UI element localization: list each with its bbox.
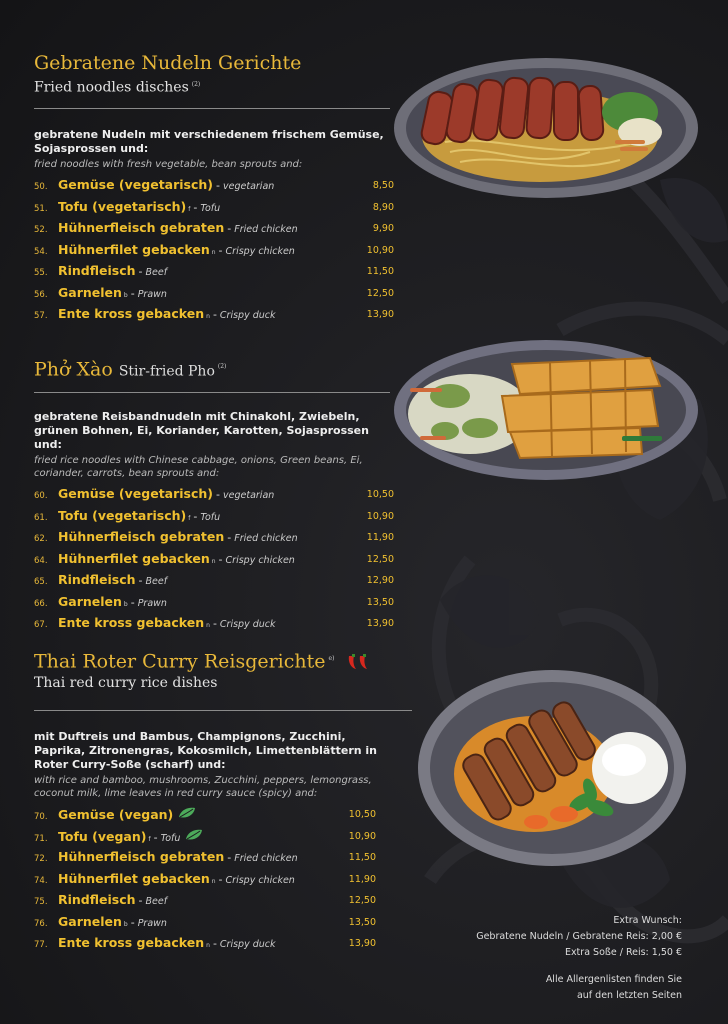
leaf-icon [177, 806, 197, 819]
item-number: 67. [34, 620, 48, 630]
item-price: 12,50 [366, 553, 394, 565]
allergen-mark: n [211, 248, 216, 256]
item-number: 74. [34, 875, 48, 886]
item-dash: - [130, 915, 135, 929]
section-title [34, 52, 394, 74]
item-price: 11,50 [366, 266, 394, 277]
section-fried-noodles [34, 52, 394, 97]
allergy-line: auf den letzten Seiten [576, 990, 682, 1001]
item-name: Tofu (vegetarisch) [58, 507, 187, 523]
item-price: 10,90 [348, 830, 376, 842]
menu-item[interactable] [34, 572, 394, 594]
item-dash: - [227, 531, 232, 544]
item-english: Crispy duck [219, 310, 276, 321]
menu-item[interactable] [34, 551, 394, 573]
item-dash: - [138, 265, 143, 278]
section-title [34, 648, 414, 672]
item-number: 75. [34, 897, 48, 907]
item-number: 62. [34, 534, 48, 544]
item-dash: - [212, 937, 217, 950]
item-price: 12,90 [366, 575, 394, 586]
description-german: gebratene Reisbandnudeln mit Chinakohl, Zwiebeln, grünen Bohnen, Ei, Koriander, Karotten, Sojasprossen und: [34, 410, 369, 451]
item-english: Prawn [137, 917, 167, 929]
food-plate-pho [390, 336, 702, 484]
item-dash: - [227, 222, 232, 235]
menu-item[interactable] [34, 306, 394, 328]
item-dash: - [218, 243, 223, 257]
section-subtitle: Thai red curry rice dishes [34, 675, 218, 692]
allergen-mark: n [206, 313, 210, 320]
item-number: 57. [34, 311, 48, 321]
menu-item[interactable] [34, 892, 376, 914]
item-dash: - [138, 574, 143, 587]
item-name: Garnelen [58, 913, 122, 929]
menu-item[interactable] [34, 242, 394, 264]
title-text: Thai Roter Curry Reisgerichte [34, 650, 326, 673]
item-price: 8,50 [372, 180, 394, 191]
item-number: 52. [34, 225, 48, 235]
description-english: fried noodles with fresh vegetable, bean sprouts and: [34, 159, 303, 170]
item-dash: - [212, 308, 217, 321]
item-english: Prawn [137, 597, 167, 609]
item-name: Gemüse (vegetarisch) [58, 177, 214, 192]
section-thai-curry-body [34, 730, 384, 957]
item-price: 12,50 [348, 895, 376, 906]
item-dash: - [218, 872, 223, 886]
section-title [34, 356, 394, 382]
item-number: 50. [34, 182, 48, 192]
item-price: 10,90 [366, 244, 394, 256]
subtitle-text: Fried noodles disches [34, 79, 189, 96]
divider [34, 710, 412, 711]
menu-item-list [34, 177, 394, 328]
extra-noodles-rice: Gebratene Nudeln / Gebratene Reis: 2,00 € [476, 931, 682, 942]
divider [34, 392, 390, 393]
item-english: vegetarian [223, 181, 275, 192]
menu-item[interactable] [34, 508, 394, 530]
item-dash: - [130, 286, 135, 300]
allergen-mark: f [188, 205, 191, 213]
item-english: Crispy duck [219, 619, 276, 630]
item-price: 11,90 [348, 873, 376, 885]
allergen-mark: n [211, 557, 216, 565]
item-name: Garnelen [58, 593, 122, 609]
description-english: with rice and bamboo, mushrooms, Zucchini, peppers, lemongrass, coconut milk, lime leaves in red curry sauce (spicy) and: [34, 775, 372, 799]
food-plate-noodles [390, 52, 702, 202]
item-english: Crispy chicken [225, 874, 295, 886]
allergen-note: (2) [217, 363, 227, 370]
title-text: Phở Xào [34, 358, 113, 381]
item-number: 77. [34, 940, 48, 950]
item-number: 61. [34, 512, 48, 523]
item-name: Rindfleisch [58, 892, 136, 907]
allergy-line: Alle Allergenlisten finden Sie [545, 974, 682, 985]
section-fried-noodles-body [34, 128, 394, 328]
item-price: 13,90 [366, 309, 394, 320]
item-english: Beef [145, 896, 168, 907]
allergen-note: (2) [191, 81, 201, 88]
item-price: 11,90 [366, 532, 394, 543]
menu-item[interactable] [34, 594, 394, 616]
item-english: Tofu [200, 511, 221, 523]
item-price: 8,90 [372, 201, 394, 213]
chili-icon [346, 653, 372, 671]
item-price: 9,90 [372, 223, 394, 234]
item-number: 64. [34, 555, 48, 566]
item-name: Hühnerfilet gebacken [58, 870, 210, 886]
item-name: Ente kross gebacken [58, 935, 205, 950]
menu-item[interactable] [34, 914, 376, 936]
extra-wishes [476, 913, 682, 961]
menu-item-list [34, 486, 394, 637]
item-dash: - [130, 595, 135, 609]
item-dash: - [216, 488, 221, 501]
item-name: Hühnerfilet gebacken [58, 241, 210, 257]
item-english: Crispy chicken [225, 554, 295, 566]
menu-item[interactable] [34, 529, 394, 551]
item-english: Beef [145, 267, 168, 278]
allergen-mark: b [123, 920, 128, 928]
item-name: Hühnerfleisch gebraten [58, 220, 225, 235]
item-name: Hühnerfilet gebacken [58, 550, 210, 566]
item-dash: - [138, 894, 143, 907]
title-english: Stir-fried Pho [118, 363, 215, 380]
item-english: Prawn [137, 288, 167, 300]
leaf-icon [184, 828, 204, 841]
item-number: 60. [34, 491, 48, 501]
item-name: Ente kross gebacken [58, 306, 205, 321]
item-price: 11,50 [348, 852, 376, 863]
title-text: Gebratene Nudeln Gerichte [34, 52, 302, 74]
menu-item[interactable] [34, 871, 376, 893]
item-name: Rindfleisch [58, 263, 136, 278]
menu-item[interactable] [34, 828, 376, 850]
extra-heading: Extra Wunsch: [613, 915, 682, 926]
description-english: fried rice noodles with Chinese cabbage, onions, Green beans, Ei, coriander, carrots, bean sprouts and: [34, 455, 363, 479]
allergen-mark: b [123, 291, 128, 299]
item-english: vegetarian [223, 490, 275, 501]
item-price: 12,50 [366, 287, 394, 299]
item-dash: - [218, 552, 223, 566]
item-name: Ente kross gebacken [58, 615, 205, 630]
item-number: 72. [34, 854, 48, 864]
item-dash: - [153, 830, 158, 844]
menu-item[interactable] [34, 615, 394, 637]
description-german: mit Duftreis und Bambus, Champignons, Zucchini, Paprika, Zitronengras, Kokosmilch, Limettenblättern in Roter Curry-Soße (scharf) und: [34, 730, 378, 771]
menu-item[interactable] [34, 263, 394, 285]
item-name: Tofu (vegetarisch) [58, 198, 187, 214]
item-number: 56. [34, 289, 48, 300]
item-number: 70. [34, 812, 48, 822]
item-name: Tofu (vegan) [58, 828, 147, 844]
item-english: Fried chicken [234, 224, 298, 235]
menu-item[interactable] [34, 199, 394, 221]
allergen-mark: f [188, 514, 191, 522]
divider [34, 108, 390, 109]
menu-item[interactable] [34, 285, 394, 307]
section-pho-xao [34, 356, 394, 382]
food-plate-curry [414, 666, 690, 870]
menu-item[interactable] [34, 935, 376, 957]
item-price: 13,90 [366, 618, 394, 629]
item-name: Gemüse (vegetarisch) [58, 486, 214, 501]
item-english: Fried chicken [234, 533, 298, 544]
item-english: Crispy duck [219, 939, 276, 950]
item-number: 51. [34, 203, 48, 214]
item-price: 13,90 [348, 938, 376, 949]
item-english: Tofu [200, 202, 221, 214]
item-price: 10,90 [366, 510, 394, 522]
menu-item[interactable] [34, 486, 394, 508]
item-price: 13,50 [366, 596, 394, 608]
item-number: 55. [34, 268, 48, 278]
item-english: Beef [145, 576, 168, 587]
item-number: 66. [34, 598, 48, 609]
item-name: Hühnerfleisch gebraten [58, 529, 225, 544]
allergen-mark: n [206, 942, 210, 949]
section-pho-xao-body [34, 410, 394, 637]
allergen-mark: n [206, 622, 210, 629]
allergen-mark: f [148, 835, 151, 843]
item-dash: - [227, 851, 232, 864]
allergy-note [546, 972, 682, 1004]
menu-item-list [34, 806, 376, 957]
item-number: 54. [34, 246, 48, 257]
section-subtitle [34, 76, 394, 97]
menu-item[interactable] [34, 849, 376, 871]
menu-item[interactable] [34, 806, 376, 828]
item-english: Crispy chicken [225, 245, 295, 257]
item-price: 10,50 [348, 809, 376, 820]
extra-sauce-rice: Extra Soße / Reis: 1,50 € [564, 947, 682, 958]
description-german: gebratene Nudeln mit verschiedenem frischem Gemüse, Sojasprossen und: [34, 128, 384, 155]
allergen-note: e) [328, 655, 335, 662]
allergen-mark: b [123, 600, 128, 608]
item-name: Hühnerfleisch gebraten [58, 849, 225, 864]
item-name: Garnelen [58, 284, 122, 300]
item-price: 13,50 [348, 916, 376, 928]
allergen-mark: n [211, 877, 216, 885]
section-thai-curry [34, 648, 414, 692]
item-english: Tofu [160, 832, 181, 844]
item-english: Fried chicken [234, 853, 298, 864]
item-price: 10,50 [366, 489, 394, 500]
item-dash: - [216, 179, 221, 192]
menu-item[interactable] [34, 177, 394, 199]
item-name: Rindfleisch [58, 572, 136, 587]
menu-item[interactable] [34, 220, 394, 242]
item-dash: - [193, 509, 198, 523]
item-dash: - [193, 200, 198, 214]
item-number: 71. [34, 833, 48, 844]
item-number: 76. [34, 918, 48, 929]
item-name: Gemüse (vegan) [58, 807, 174, 822]
item-dash: - [212, 617, 217, 630]
item-number: 65. [34, 577, 48, 587]
